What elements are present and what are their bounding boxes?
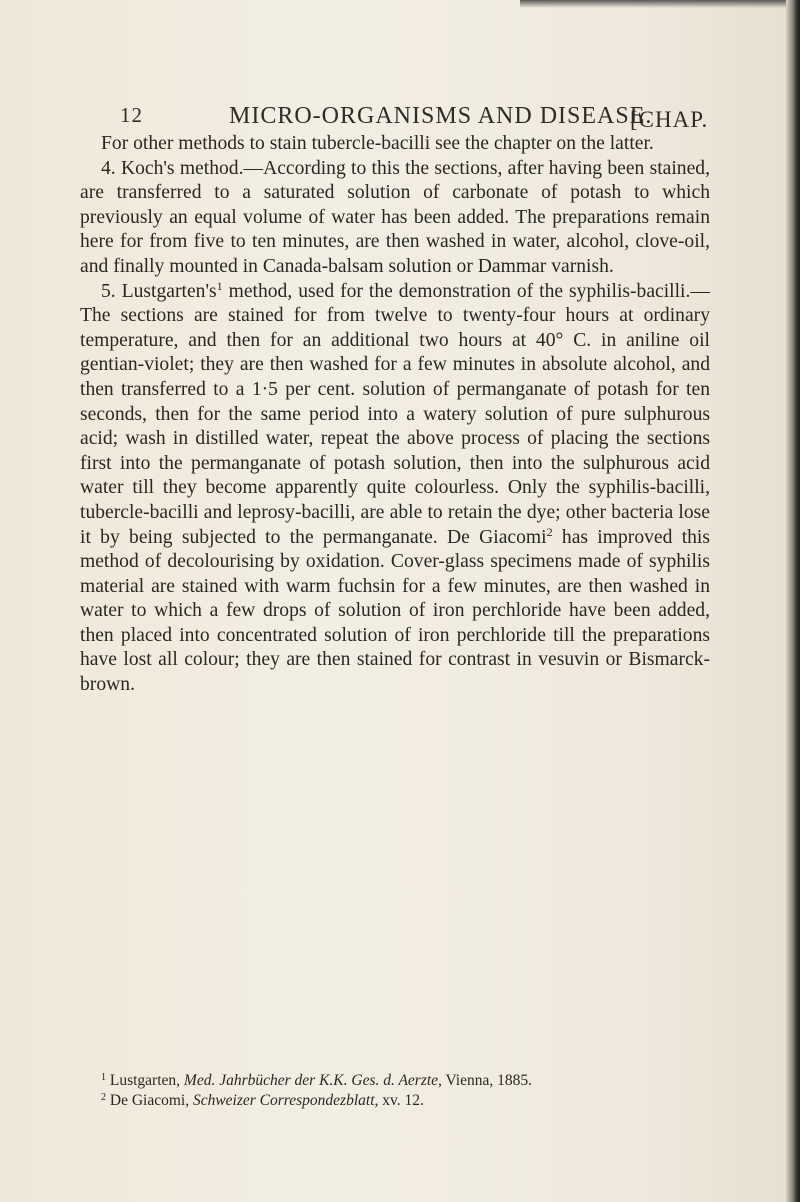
footnote-2 (80, 1091, 710, 1111)
running-title: MICRO-ORGANISMS AND DISEASE. (229, 103, 653, 129)
footnote-mark: 1 (101, 1072, 106, 1083)
page-binding-edge (786, 0, 800, 1202)
footnote-source: Schweizer Correspondezblatt, (192, 1092, 379, 1109)
footnote-ref-2[interactable]: 2 (546, 524, 553, 539)
footnote-ref-1[interactable]: 1 (216, 278, 223, 293)
paragraph-koch-method: 4. Koch's method.—According to this the sections, after having been stained, are transferred to a saturated solution of carbonate of potash to which previously an equal volume of water has been added. The preparations remain here for from five to ten minutes, are then washed in water, alcohol, clove-oil, and finally mounted in Canada-balsam solution or Dammar varnish. (80, 157, 710, 277)
footnote-rest: Vienna, 1885. (445, 1072, 533, 1089)
footnotes (80, 1071, 710, 1111)
footnote-mark: 2 (101, 1092, 106, 1103)
page-number: 12 (120, 103, 143, 127)
footnote-author: De Giacomi, (109, 1092, 190, 1109)
paragraph-text: method, used for the demonstration of the syphilis-bacilli.—The sections are stained for from twelve to twenty-four hours at ordinary temperature, and then for an additional two hours at 40° C. in aniline oil gentian-violet; they are then washed for a few minutes in absolute alcohol, and then transferred to a 1·5 per cent. solution of permanganate of potash for ten seconds, then for the same period into a watery solution of pure sulphurous acid; wash in distilled water, repeat the above process of placing the sections first into the permanganate of potash solution, then into the sulphurous acid water till they become apparently quite colourless. Only the syphilis-bacilli, tubercle-bacilli and leprosy-bacilli, are able to retain the dye; other bacteria lose it by being subjected to the permanganate. De Giacomi (80, 280, 710, 548)
footnote-1 (80, 1071, 710, 1091)
footnote-rest: xv. 12. (382, 1092, 424, 1109)
footnote-author: Lustgarten, (109, 1072, 181, 1089)
paragraph-text-end: has improved this method of decolourising by oxidation. Cover-glass specimens made of syphilis material are stained with warm fuchsin for a few minutes, are then washed in water to which a few drops of solution of iron perchloride have been added, then placed into concentrated solution of iron perchloride till the preparations have lost all colour; they are then stained for contrast in vesuvin or Bismarck-brown. (80, 526, 711, 696)
body-text (80, 132, 710, 698)
paragraph-other-methods: For other methods to stain tubercle-bacilli see the chapter on the latter. (101, 133, 654, 154)
footnote-source: Med. Jahrbücher der K.K. Ges. d. Aerzte, (183, 1072, 442, 1089)
chapter-marker: [CHAP. (630, 107, 709, 132)
page-top-shadow (520, 0, 800, 8)
paragraph-lustgarten-method (80, 280, 710, 698)
paragraph-lead: 5. Lustgarten's (101, 280, 217, 302)
